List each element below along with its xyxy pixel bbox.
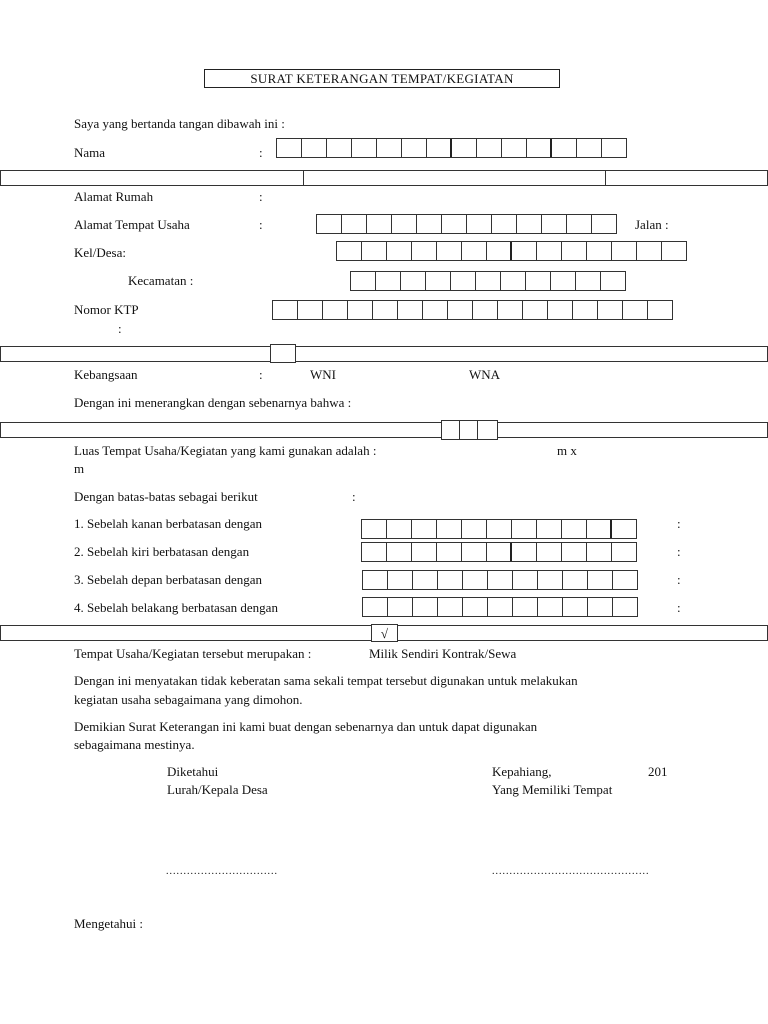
status-label: Tempat Usaha/Kegiatan tersebut merupakan : — [74, 646, 312, 661]
colon-nomor-ktp: : — [118, 321, 122, 336]
document-title: SURAT KETERANGAN TEMPAT/KEGIATAN — [204, 69, 560, 88]
colon-alamat-usaha: : — [259, 217, 263, 232]
colon-batas-belakang: : — [677, 600, 681, 615]
paragraph-1-line-2: kegiatan usaha sebagaimana yang dimohon. — [74, 692, 303, 707]
label-kel-desa: Kel/Desa: — [74, 245, 126, 260]
mengetahui-label: Mengetahui : — [74, 916, 143, 931]
batas-kiri-input-boxes[interactable] — [361, 542, 637, 562]
batas-kanan-input-boxes[interactable] — [361, 519, 637, 539]
batas-belakang-label: 4. Sebelah belakang berbatasan dengan — [74, 600, 278, 615]
batas-belakang-input-boxes[interactable] — [362, 597, 638, 617]
paragraph-1-line-1: Dengan ini menyatakan tidak keberatan sama sekali tempat tersebut digunakan untuk melakukan — [74, 673, 578, 688]
statement-text: Dengan ini menerangkan dengan sebenarnya bahwa : — [74, 395, 352, 410]
sign-right-title: Yang Memiliki Tempat — [492, 782, 613, 797]
option-wni[interactable]: WNI — [310, 367, 336, 382]
luas-mx: m x — [557, 443, 577, 458]
luas-m: m — [74, 461, 85, 476]
label-jalan: Jalan : — [635, 217, 669, 232]
colon-batas-depan: : — [677, 572, 681, 587]
nama-input-boxes[interactable] — [276, 138, 627, 158]
option-wna[interactable]: WNA — [469, 367, 501, 382]
colon-batas-kiri: : — [677, 544, 681, 559]
colon-alamat-rumah: : — [259, 189, 263, 204]
label-nama: Nama — [74, 145, 106, 160]
colon-batas: : — [352, 489, 356, 504]
separator-bar — [0, 422, 768, 438]
sign-right-year: 201 — [648, 764, 668, 779]
colon-kebangsaan: : — [259, 367, 263, 382]
batas-depan-input-boxes[interactable] — [362, 570, 638, 590]
batas-kiri-label: 2. Sebelah kiri berbatasan dengan — [74, 544, 250, 559]
batas-intro: Dengan batas-batas sebagai berikut — [74, 489, 258, 504]
kel-desa-input-boxes[interactable] — [336, 241, 687, 261]
separator-bar — [0, 346, 768, 362]
label-luas: Luas Tempat Usaha/Kegiatan yang kami gunakan adalah : — [74, 443, 377, 458]
alamat-usaha-input-boxes[interactable] — [316, 214, 617, 234]
sign-right-place: Kepahiang, — [492, 764, 552, 779]
label-kecamatan: Kecamatan : — [128, 273, 194, 288]
status-options[interactable]: Milik Sendiri Kontrak/Sewa — [369, 646, 517, 661]
separator-bar — [0, 170, 768, 186]
label-alamat-usaha: Alamat Tempat Usaha — [74, 217, 190, 232]
kecamatan-input-boxes[interactable] — [350, 271, 626, 291]
sign-left-diketahui: Diketahui — [167, 764, 219, 779]
label-nomor-ktp: Nomor KTP — [74, 302, 139, 317]
ktp-input-boxes[interactable] — [272, 300, 673, 320]
colon-batas-kanan: : — [677, 516, 681, 531]
colon-nama: : — [259, 145, 263, 160]
paragraph-2-line-1: Demikian Surat Keterangan ini kami buat dengan sebenarnya dan untuk dapat digunakan — [74, 719, 538, 734]
sign-left-title: Lurah/Kepala Desa — [167, 782, 268, 797]
luas-checkboxes[interactable] — [441, 420, 498, 440]
intro-text: Saya yang bertanda tangan dibawah ini : — [74, 116, 285, 131]
label-kebangsaan: Kebangsaan — [74, 367, 138, 382]
sign-left-dots: ................................ — [166, 866, 278, 877]
kebangsaan-checkbox[interactable] — [270, 344, 296, 363]
paragraph-2-line-2: sebagaimana mestinya. — [74, 737, 195, 752]
sign-right-dots: ............................................. — [492, 866, 650, 877]
batas-kanan-label: 1. Sebelah kanan berbatasan dengan — [74, 516, 263, 531]
check-mark-box[interactable]: √ — [371, 624, 398, 642]
batas-depan-label: 3. Sebelah depan berbatasan dengan — [74, 572, 263, 587]
label-alamat-rumah: Alamat Rumah — [74, 189, 154, 204]
